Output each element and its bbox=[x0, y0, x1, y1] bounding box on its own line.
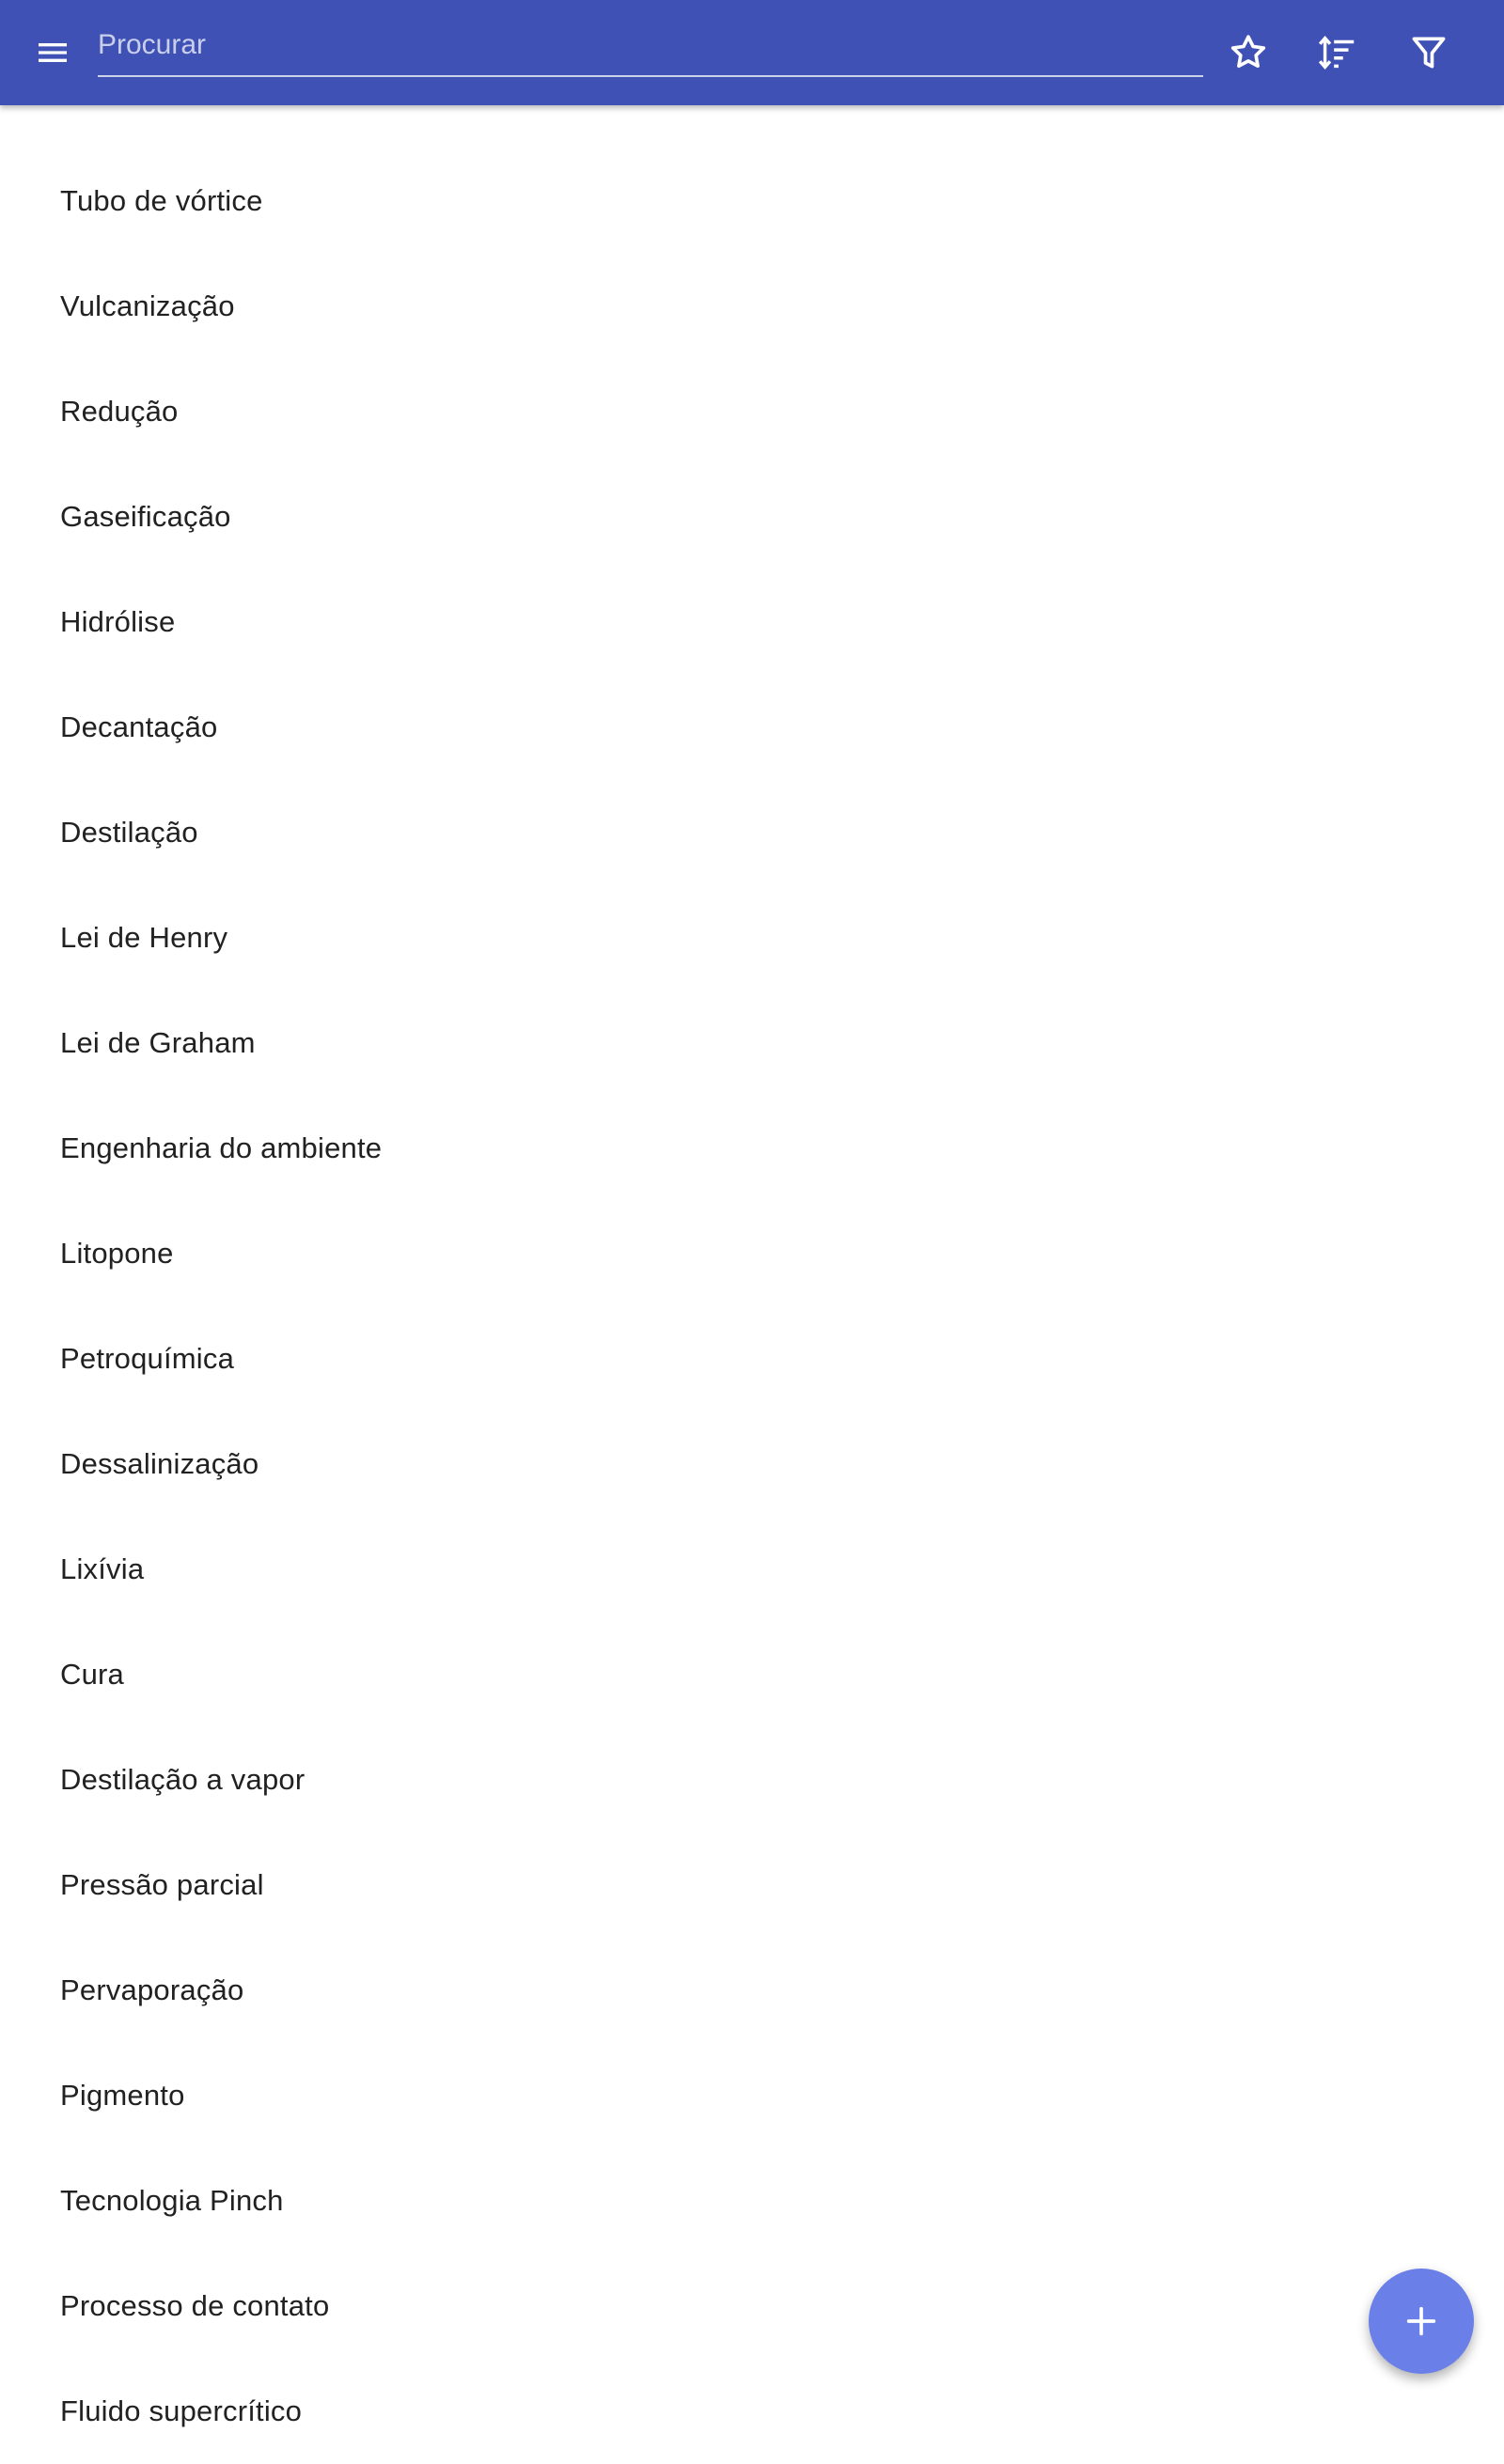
list-item[interactable] bbox=[0, 1306, 1504, 1411]
favorites-button[interactable] bbox=[1213, 19, 1284, 86]
sort-icon bbox=[1316, 31, 1359, 74]
add-button[interactable] bbox=[1369, 2269, 1474, 2374]
list-item-label: Cura bbox=[60, 1658, 124, 1691]
list-item[interactable] bbox=[0, 1411, 1504, 1517]
list-item[interactable] bbox=[0, 569, 1504, 675]
app-bar bbox=[0, 0, 1504, 105]
list-item-label: Pigmento bbox=[60, 2079, 185, 2112]
list-item-label: Vulcanização bbox=[60, 289, 235, 322]
search-input[interactable] bbox=[98, 17, 1203, 73]
list-item-label: Lei de Henry bbox=[60, 921, 228, 954]
list-item-label: Fluido supercrítico bbox=[60, 2394, 303, 2427]
list-item[interactable] bbox=[0, 2253, 1504, 2359]
list-item-label: Tecnologia Pinch bbox=[60, 2184, 284, 2217]
list-item-label: Engenharia do ambiente bbox=[60, 1131, 383, 1164]
list-item-label: Processo de contato bbox=[60, 2289, 330, 2322]
list-item[interactable] bbox=[0, 2148, 1504, 2253]
list-item[interactable] bbox=[0, 990, 1504, 1096]
list-item-label: Lixívia bbox=[60, 1552, 145, 1585]
list-item-label: Pervaporação bbox=[60, 1973, 244, 2006]
list-item[interactable] bbox=[0, 1727, 1504, 1832]
menu-icon bbox=[34, 34, 71, 71]
filter-icon bbox=[1408, 32, 1449, 73]
list-item-label: Lei de Graham bbox=[60, 1026, 256, 1059]
list-item[interactable] bbox=[0, 1517, 1504, 1622]
list-item-label: Redução bbox=[60, 395, 179, 428]
list-item[interactable] bbox=[0, 780, 1504, 885]
list-item[interactable] bbox=[0, 464, 1504, 569]
list-item-label: Petroquímica bbox=[60, 1342, 235, 1375]
list-item[interactable] bbox=[0, 148, 1504, 254]
list-item[interactable] bbox=[0, 2359, 1504, 2464]
plus-icon bbox=[1402, 2302, 1440, 2340]
list-item-label: Gaseificação bbox=[60, 500, 231, 533]
list-item[interactable] bbox=[0, 1201, 1504, 1306]
list-item[interactable] bbox=[0, 1938, 1504, 2043]
list-item[interactable] bbox=[0, 2043, 1504, 2148]
list-item-label: Hidrólise bbox=[60, 605, 176, 638]
list-item[interactable] bbox=[0, 675, 1504, 780]
list-item-label: Dessalinização bbox=[60, 1447, 259, 1480]
list-item[interactable] bbox=[0, 1096, 1504, 1201]
list-item[interactable] bbox=[0, 359, 1504, 464]
list-item-label: Destilação bbox=[60, 816, 198, 849]
list-item[interactable] bbox=[0, 1622, 1504, 1727]
list-item-label: Tubo de vórtice bbox=[60, 184, 263, 217]
list-item-label: Litopone bbox=[60, 1237, 174, 1270]
sort-button[interactable] bbox=[1302, 19, 1373, 86]
list-item-label: Pressão parcial bbox=[60, 1868, 264, 1901]
list-item[interactable] bbox=[0, 1832, 1504, 1938]
list-item[interactable] bbox=[0, 885, 1504, 990]
list-item-label: Decantação bbox=[60, 710, 218, 743]
search-field bbox=[98, 17, 1203, 77]
topic-list bbox=[0, 105, 1504, 2464]
filter-button[interactable] bbox=[1393, 19, 1465, 86]
list-item-label: Destilação a vapor bbox=[60, 1763, 306, 1796]
star-outline-icon bbox=[1228, 32, 1269, 73]
list-item[interactable] bbox=[0, 254, 1504, 359]
menu-button[interactable] bbox=[21, 19, 85, 86]
